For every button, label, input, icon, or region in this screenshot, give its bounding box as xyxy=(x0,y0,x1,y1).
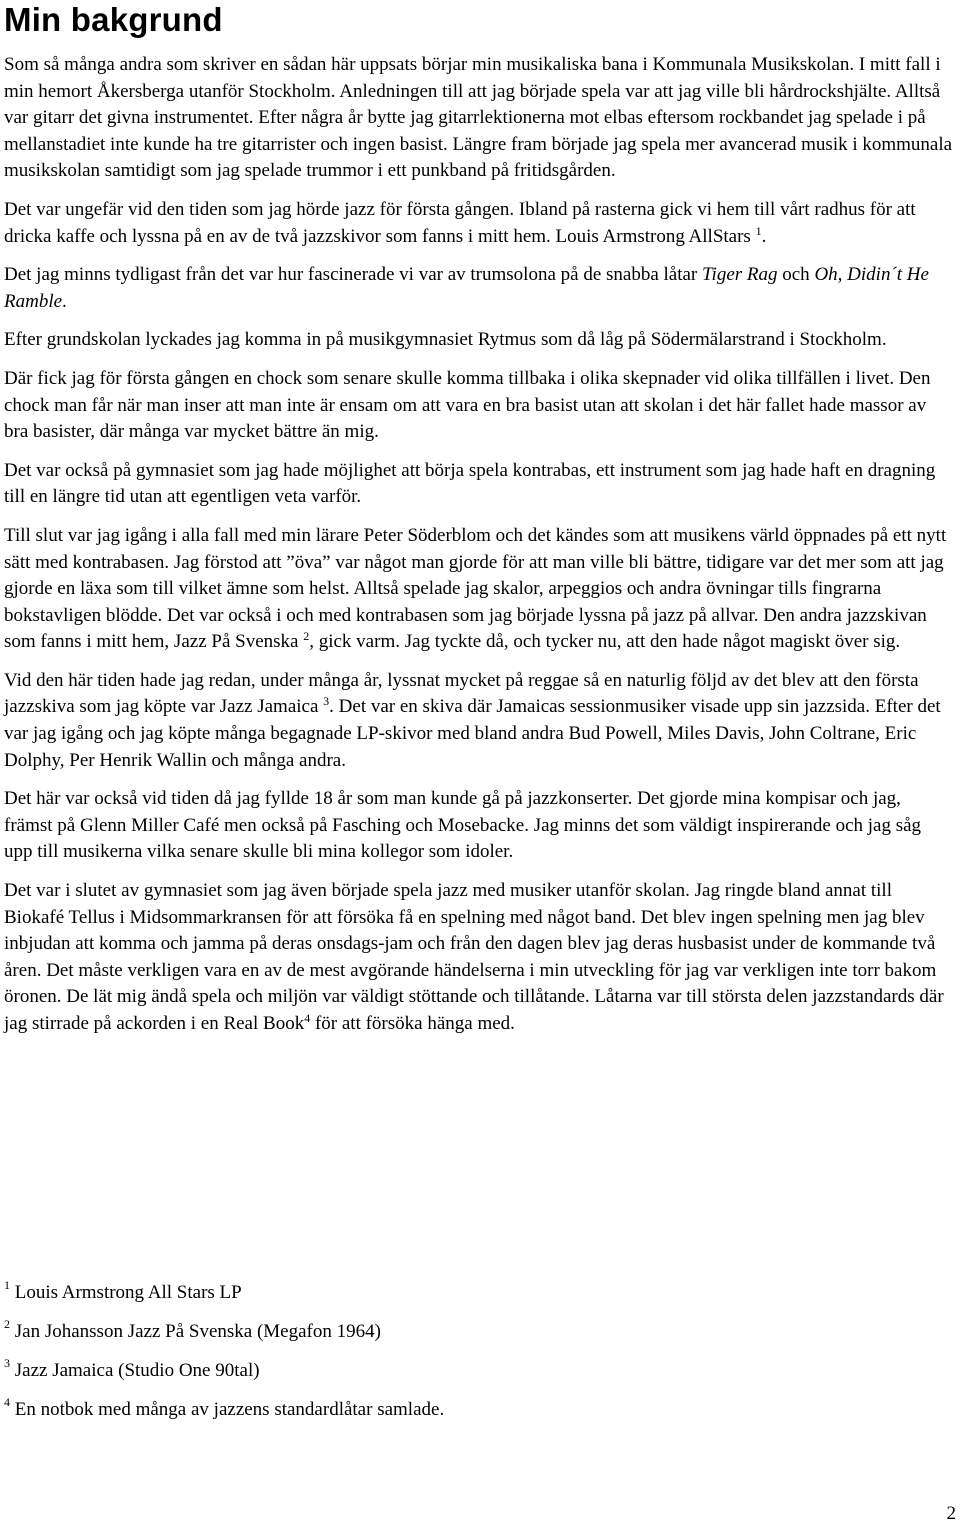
paragraph-text: . xyxy=(761,225,767,247)
paragraph-text: Efter grundskolan lyckades jag komma in på musikgymnasiet Rytmus som då låg på Södermälarstrand i Stockholm. xyxy=(4,329,887,351)
paragraph-text: . Det var en skiva där Jamaicas sessionmusiker visade upp sin jazzsida. Efter det var jag igång och jag köpte många begagnade LP-skivor med bland andra Bud Powell, Miles Davis, John Coltrane, Eric Dolphy, Per Henrik Wallin och många andra. xyxy=(4,696,941,771)
footnote-number: 1 xyxy=(4,1278,10,1292)
paragraph-text: och xyxy=(777,264,815,286)
paragraph-8 xyxy=(4,668,954,774)
paragraph-text: Det var i slutet av gymnasiet som jag även började spela jazz med musiker utanför skolan. Jag ringde bland annat till Biokafé Tellus i Midsommarkransen för att försöka få en spelning med något band. Det blev ingen spelning men jag blev inbjudan att komma och jamma på deras onsdags-jam och från den dagen blev jag deras husbasist under de kommande två åren. Det måste verkligen vara en av de mest avgörande händelserna i min utveckling för jag var verkligen inte torr bakom öronen. De lät mig ändå spela och miljön var väldigt stöttande och tillåtande. Låtarna var till största delen jazzstandards där jag stirrade på ackorden i en Real Book xyxy=(4,880,944,1034)
footnote-text: En notbok med många av jazzens standardlåtar samlade. xyxy=(10,1399,445,1420)
paragraph-text: Som så många andra som skriver en sådan här uppsats börjar min musikaliska bana i Kommunala Musikskolan. I mitt fall i min hemort Åkersberga utanför Stockholm. Anledningen till att jag började spela var att jag ville bli hårdrockshjälte. Alltså var gitarr det givna instrumentet. Efter några år bytte jag gitarrlektionerna mot elbas eftersom rockbandet jag spelade i på mellanstadiet inte kunde ha tre gitarrister och ingen basist. Längre fram började jag spela mer avancerad musik i kommunala musikskolan samtidigt som jag spelade trummor i ett punkband på fritidsgården. xyxy=(4,54,953,182)
page-number: 2 xyxy=(946,1503,956,1524)
footnote-text: Louis Armstrong All Stars LP xyxy=(10,1282,242,1303)
paragraph-text: för att försöka hänga med. xyxy=(310,1013,515,1034)
paragraph-text: Till slut var jag igång i alla fall med min lärare Peter Söderblom och det kändes som att musikens värld öppnades på ett nytt sätt med kontrabasen. Jag förstod att ”öva” var något man gjorde för att man ville bli bättre, tidigare var det mer som att jag gjorde en läxa som till vilket ämne som helst. Alltså spelade jag skalor, arpeggios och andra övningar tills fingrarna bokstavligen blödde. Det var också i och med kontrabasen som jag började lyssna på jazz på allvar. Den andra jazzskivan som fanns i mitt hem, Jazz På Svenska xyxy=(4,524,947,653)
footnote-ref-3[interactable]: 3 xyxy=(323,694,330,709)
paragraph-text: Det här var också vid tiden då jag fyllde 18 år som man kunde gå på jazzkonserter. Det gjorde mina kompisar och jag, främst på Glenn Miller Café men också på Fasching och Mosebacke. Jag minns det som väldigt inspirerande och jag såg upp till musikerna vilka senare skulle bli mina kollegor som idoler. xyxy=(4,788,922,863)
song-title-tiger-rag: Tiger Rag xyxy=(702,264,778,286)
footnote-1 xyxy=(4,1278,954,1303)
paragraph-4 xyxy=(4,327,954,354)
footnote-number: 2 xyxy=(4,1317,10,1331)
paragraph-3 xyxy=(4,262,954,315)
footnote-number: 3 xyxy=(4,1356,10,1370)
footnote-number: 4 xyxy=(4,1395,10,1409)
paragraph-1 xyxy=(4,52,954,185)
footnotes xyxy=(4,1278,954,1439)
paragraph-7 xyxy=(4,523,954,656)
song-title-oh-didint-he-ramble: Oh, Didin´t He Ramble xyxy=(4,264,929,312)
footnote-ref-2[interactable]: 2 xyxy=(303,629,310,644)
paragraph-text: , gick varm. Jag tyckte då, och tycker nu, att den hade något magiskt över sig. xyxy=(309,631,901,653)
footnote-3 xyxy=(4,1356,954,1381)
footnote-text: Jazz Jamaica (Studio One 90tal) xyxy=(10,1360,260,1381)
footnote-text: Jan Johansson Jazz På Svenska (Megafon 1964) xyxy=(10,1321,381,1342)
paragraph-5 xyxy=(4,366,954,446)
footnote-4 xyxy=(4,1395,954,1420)
paragraph-9 xyxy=(4,786,954,866)
paragraph-text: . xyxy=(62,290,67,312)
paragraph-text: Det var också på gymnasiet som jag hade möjlighet att börja spela kontrabas, ett instrument som jag hade haft en dragning till en längre tid utan att egentligen veta varför. xyxy=(4,459,936,508)
paragraph-2 xyxy=(4,197,954,250)
paragraph-6 xyxy=(4,458,954,511)
paragraph-10 xyxy=(4,878,954,1038)
page-heading: Min bakgrund xyxy=(4,1,223,38)
footnote-ref-4[interactable]: 4 xyxy=(304,1011,311,1025)
paragraph-text: Vid den här tiden hade jag redan, under många år, lyssnat mycket på reggae så en naturlig följd av det blev att den första jazzskiva som jag köpte var Jazz Jamaica xyxy=(4,669,919,718)
footnote-2 xyxy=(4,1317,954,1342)
footnote-ref-1[interactable]: 1 xyxy=(755,223,762,238)
paragraph-text: Där fick jag för första gången en chock som senare skulle komma tillbaka i olika skepnader vid olika tillfällen i livet. Den chock man får när man inser att man inte är ensam om att vara en bra basist utan att skolan i det här fallet hade massor av bra basister, där många var mycket bättre än mig. xyxy=(4,367,931,443)
paragraph-text: Det jag minns tydligast från det var hur fascinerade vi var av trumsolona på de snabba låtar xyxy=(4,264,703,286)
paragraph-text: Det var ungefär vid den tiden som jag hörde jazz för första gången. Ibland på rasterna gick vi hem till vårt radhus för att dricka kaffe och lyssna på en av de två jazzskivor som fanns i mitt hem. Louis Armstrong AllStars xyxy=(4,198,916,247)
document-page xyxy=(4,0,954,1050)
